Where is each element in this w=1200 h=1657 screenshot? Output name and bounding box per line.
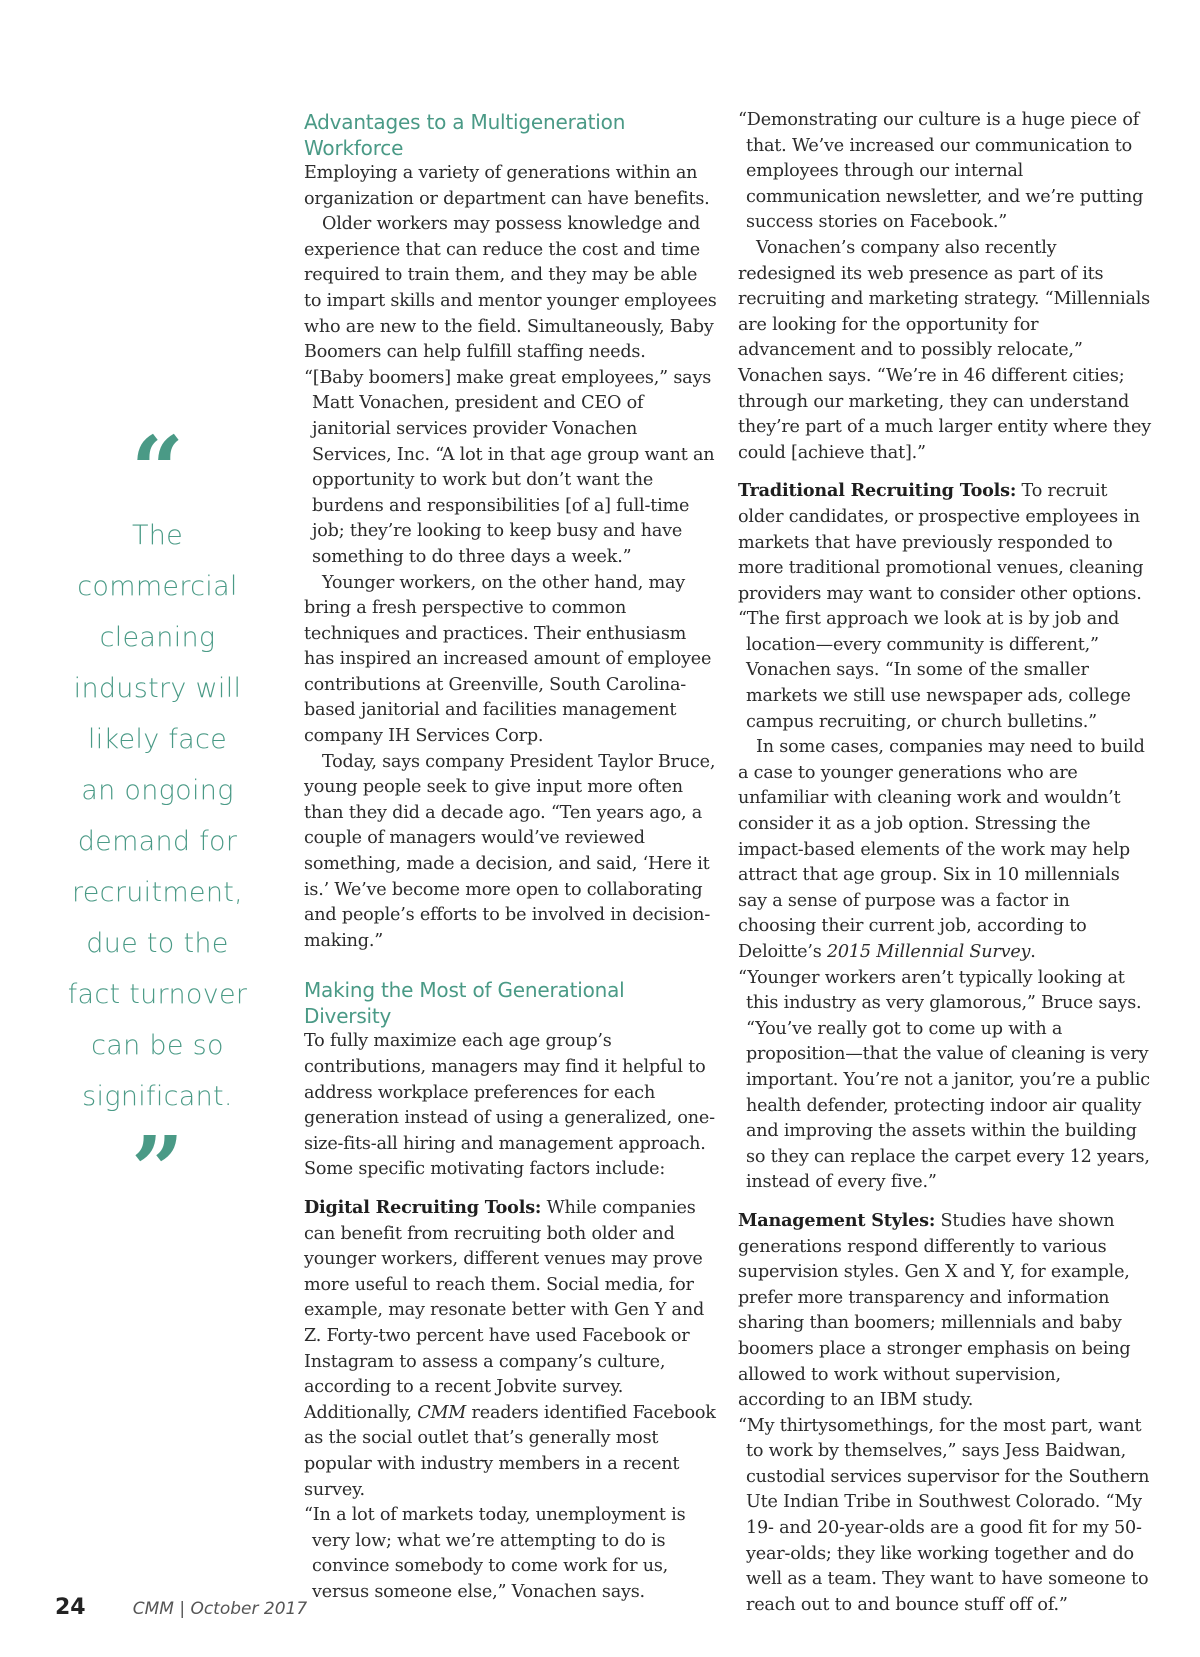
- pull-quote-line: cleaning: [99, 622, 216, 653]
- paragraph: Younger workers, on the other hand, may bring a fresh perspective to common techniques and practices. Their enthusiasm has inspired an increased amount of employee contributions at Greenville, South Carolina-based janitorial and facilities management company IH Services Corp.: [304, 572, 712, 747]
- paragraph: Employing a variety of generations within an organization or department can have benefits.: [304, 163, 710, 209]
- close-quote-mark: ”: [131, 1116, 184, 1224]
- pull-quote-line: commercial: [77, 571, 238, 602]
- paragraph: “Demonstrating our culture is a huge piece of that. We’ve increased our communication to employees through our internal communication newsletter, and we’re putting success stories on Facebook.”: [738, 110, 1144, 233]
- paragraph: Vonachen’s company also recently redesigned its web presence as part of its recruiting and marketing strategy. “Millennials are looking for the opportunity for advancement and to possibly relocate,” Vonachen says. “We’re in 46 different cities; through our marketing, they can understand they’re part of a much larger entity where they could [achieve that].”: [738, 237, 1151, 463]
- pull-quote-line: can be so: [91, 1030, 224, 1061]
- page-number: 24: [55, 1595, 86, 1620]
- paragraph: “My thirtysomethings, for the most part, want to work by themselves,” says Jess Baidwan, custodial services supervisor for the Southern Ute Indian Tribe in Southwest Colorado. “My 19- and 20-year-olds are a good fit for my 50-year-olds; they like working together and do well as a team. They want to have someone to reach out to and bounce stuff off of.”: [738, 1415, 1150, 1615]
- paragraph: Older workers may possess knowledge and experience that can reduce the cost and time required to train them, and they may be able to impart skills and mentor younger employees who are new to the field. Simultaneously, Baby Boomers can help fulfill staffing needs.: [304, 214, 717, 363]
- pull-quote-line: The: [131, 520, 184, 551]
- pull-quote-line: industry will: [73, 673, 242, 704]
- paragraph: “[Baby boomers] make great employees,” says Matt Vonachen, president and CEO of janitorial services provider Vonachen Services, Inc. “A lot in that age group want an opportunity to work but don’t want the burdens and responsibilities [of a] full-time job; they’re looking to keep busy and have something to do three days a week.”: [304, 367, 715, 567]
- paragraph: “In a lot of markets today, unemployment is very low; what we’re attempting to do is convince somebody to come work for us, versus someone else,” Vonachen says.: [304, 1505, 686, 1602]
- paragraph-text: In some cases, companies may need to build a case to younger generations who are unfamiliar with cleaning work and wouldn’t consider it as a job option. Stressing the impact-based elements of the work may help attract that age group. Six in 10 millennials say a sense of purpose was a factor in choosing their current job, according to Deloitte’s: [738, 737, 1145, 962]
- open-quote-mark: “: [131, 416, 184, 524]
- magazine-name: CMM: [417, 1402, 467, 1423]
- issue-label: CMM | October 2017: [132, 1599, 308, 1619]
- pull-quote-line: due to the: [86, 928, 229, 959]
- article-column-left: [304, 110, 717, 1605]
- pull-quote-text: [50, 510, 265, 1122]
- pull-quote: [50, 416, 265, 1224]
- paragraph: Today, says company President Taylor Bruce, young people seek to give input more often than they did a decade ago. “Ten years ago, a couple of managers would’ve reviewed something, made a decision, and said, ‘Here it is.’ We’ve become more open to collaborating and people’s efforts to be involved in decision-making.”: [304, 751, 716, 951]
- section-heading: Advantages to a Multigeneration Workforce: [304, 110, 626, 160]
- paragraph-text: readers identified Facebook as the social outlet that’s generally most popular with industry members in a recent survey.: [304, 1402, 716, 1500]
- paragraph-text: To recruit older candidates, or prospective employees in markets that have previously responded to more traditional promotional venues, cleaning providers may want to consider other options.: [738, 481, 1144, 604]
- pull-quote-line: recruitment,: [71, 877, 244, 908]
- paragraph: “Younger workers aren’t typically looking at this industry as very glamorous,” Bruce says. “You’ve really got to come up with a proposition—that the value of cleaning is very important. You’re not a janitor, you’re a public health defender, protecting indoor air quality and improving the assets within the building so they can replace the carpet every 12 years, instead of every five.”: [738, 967, 1150, 1193]
- paragraph-text: .: [1030, 942, 1036, 962]
- paragraph: [304, 1195, 717, 1503]
- run-in-label: Traditional Recruiting Tools:: [738, 480, 1017, 502]
- pull-quote-line: an ongoing: [81, 775, 234, 806]
- paragraph: [738, 735, 1151, 965]
- paragraph: [738, 478, 1151, 607]
- paragraph-text: Studies have shown generations respond differently to various supervision styles. Gen X and Y, for example, prefer more transparency and information sharing than boomers; millennials and baby boomers place a stronger emphasis on being allowed to work without supervision, according to an IBM study.: [738, 1210, 1131, 1411]
- paragraph: “The first approach we look at is by job and location—every community is different,” Vonachen says. “In some of the smaller markets we still use newspaper ads, college campus recruiting, or church bulletins.”: [738, 609, 1131, 732]
- pull-quote-line: significant.: [82, 1081, 233, 1112]
- page-footer: [55, 1595, 307, 1620]
- article-column-right: [738, 108, 1151, 1618]
- pull-quote-line: likely face: [87, 724, 228, 755]
- paragraph: To fully maximize each age group’s contributions, managers may find it helpful to address workplace preferences for each generation instead of using a generalized, one-size-fits-all hiring and management approach. Some specific motivating factors include:: [304, 1031, 715, 1180]
- paragraph-text: While companies can benefit from recruiting both older and younger workers, different venues may prove more useful to reach them. Social media, for example, may resonate better with Gen Y and Z. Forty-two percent have used Facebook or Instagram to assess a company’s culture, according to a recent Jobvite survey. Additionally,: [304, 1197, 705, 1423]
- paragraph: [738, 1208, 1151, 1414]
- pull-quote-line: fact turnover: [67, 979, 248, 1010]
- section-heading: Making the Most of Generational Diversity: [304, 978, 625, 1028]
- run-in-label: Management Styles:: [738, 1209, 936, 1231]
- run-in-label: Digital Recruiting Tools:: [304, 1196, 542, 1218]
- survey-title: 2015 Millennial Survey: [826, 942, 1031, 962]
- pull-quote-line: demand for: [77, 826, 238, 857]
